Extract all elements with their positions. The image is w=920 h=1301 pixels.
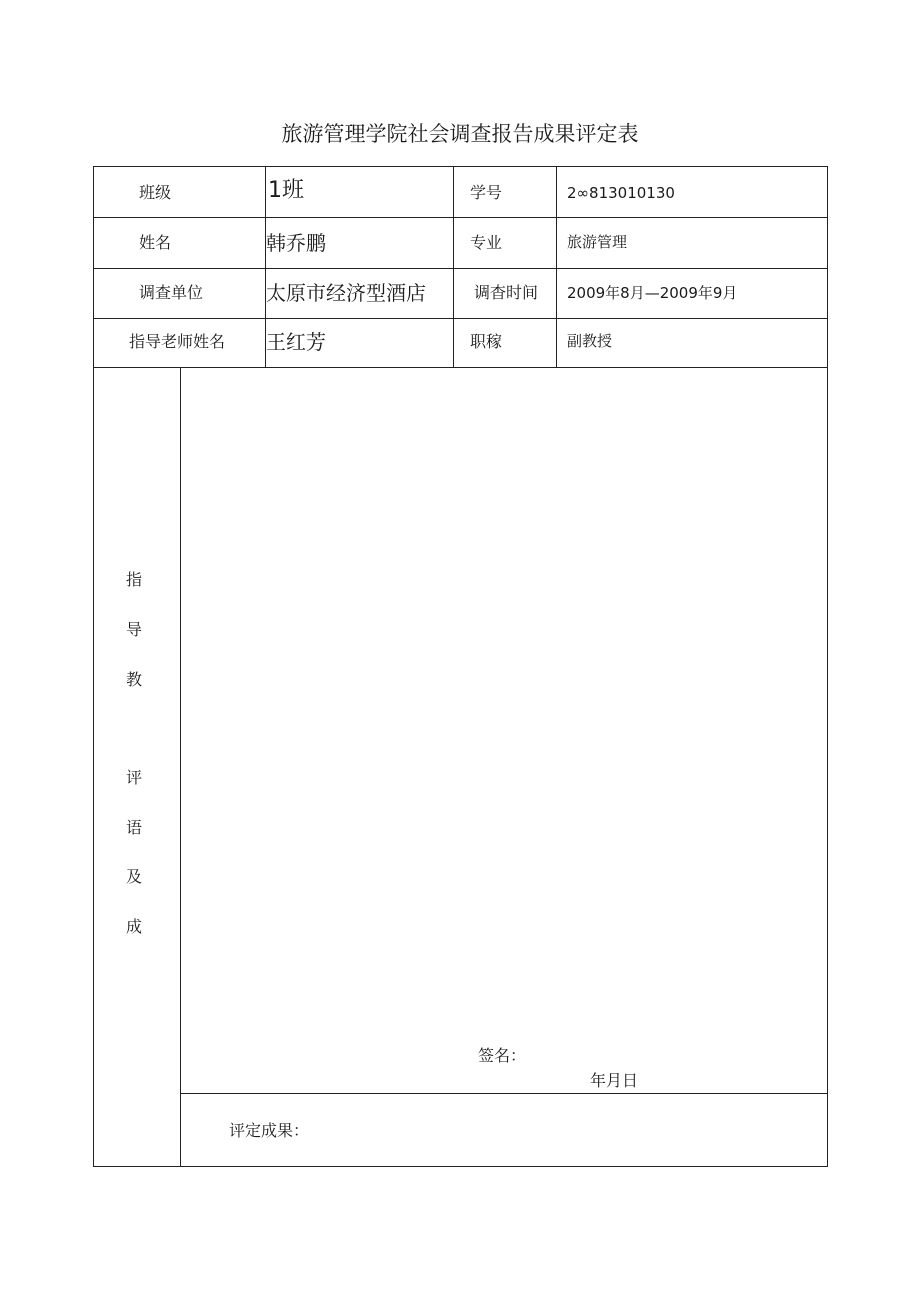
title-value: 副教授 xyxy=(567,332,613,350)
name-label: 姓名 xyxy=(139,233,172,252)
survey-unit-label: 调查单位 xyxy=(139,283,204,302)
survey-unit-value: 太原市经济型酒店 xyxy=(266,281,426,305)
survey-time-value: 2009年8月—2009年9月 xyxy=(567,284,738,302)
class-value: 1班 xyxy=(268,178,304,203)
vertical-label-char: 成 xyxy=(126,917,143,936)
student-id-value: 2∞813010130 xyxy=(567,184,675,202)
advisor-name-value: 王红芳 xyxy=(266,330,326,354)
page-title: 旅游管理学院社会调查报告成果评定表 xyxy=(281,122,639,146)
vertical-label-char: 及 xyxy=(126,867,143,886)
survey-time-label: 调杳时间 xyxy=(474,283,539,302)
vertical-label-char: 评 xyxy=(126,768,143,787)
student-id-label: 学号 xyxy=(470,183,503,202)
vertical-label-char: 语 xyxy=(126,818,143,837)
vertical-label-char: 指 xyxy=(126,570,143,589)
name-value: 韩乔鹏 xyxy=(266,231,326,255)
title-label: 职稼 xyxy=(470,332,503,351)
signature-label: 签名： xyxy=(478,1046,527,1065)
vertical-label-char: 导 xyxy=(126,620,143,639)
advisor-name-label: 指导老师姓名 xyxy=(129,332,226,351)
major-label: 专业 xyxy=(470,233,503,252)
date-label: 年月日 xyxy=(590,1071,639,1090)
class-label: 班级 xyxy=(139,183,172,202)
result-label: 评定成果： xyxy=(229,1121,310,1140)
major-value: 旅游管理 xyxy=(567,233,628,251)
comment-area[interactable] xyxy=(182,369,826,1092)
vertical-label-char: 教 xyxy=(126,670,143,689)
